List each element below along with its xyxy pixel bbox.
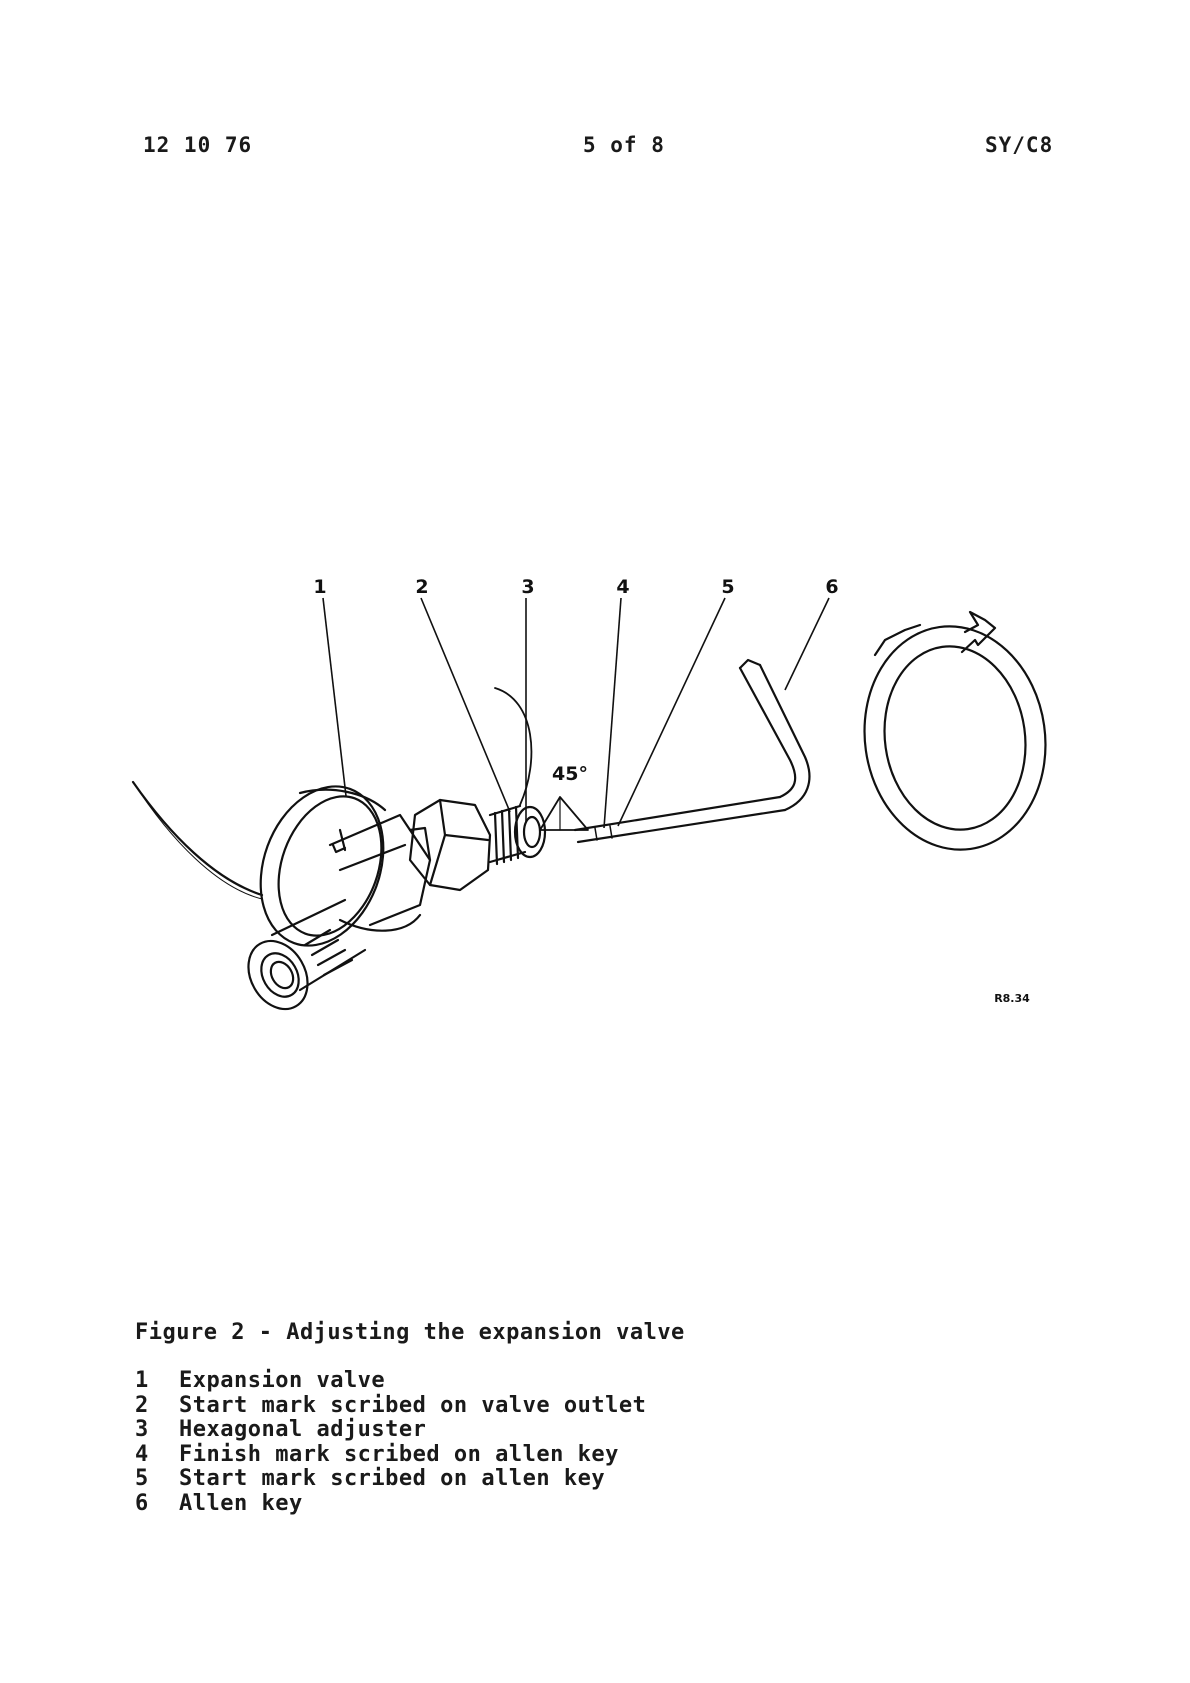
callout-3: 3: [521, 576, 535, 598]
legend-item: [135, 1467, 646, 1492]
drawing-code: R8.34: [994, 992, 1030, 1005]
valve-outlet-thread: [490, 806, 545, 864]
angle-indicator: [540, 797, 588, 830]
callout-6: 6: [825, 576, 839, 598]
legend-text: Finish mark scribed on allen key: [179, 1441, 619, 1467]
legend-text: Start mark scribed on allen key: [179, 1466, 606, 1491]
callout-4: 4: [616, 576, 630, 598]
document-date: 12 10 76: [143, 133, 253, 157]
capillary-tube: [133, 782, 262, 895]
callout-leaders: [323, 598, 829, 828]
rotation-direction-ring: [850, 612, 1059, 861]
document-reference: SY/C8: [985, 133, 1054, 157]
legend-number: 3: [135, 1417, 149, 1442]
figure-caption: Figure 2 - Adjusting the expansion valve: [135, 1320, 685, 1345]
legend-text: Hexagonal adjuster: [179, 1417, 427, 1442]
expansion-valve-body: [237, 769, 430, 1020]
callout-5: 5: [721, 576, 735, 598]
callout-2: 2: [415, 576, 429, 598]
legend-number: 6: [135, 1490, 149, 1516]
legend-number: 5: [135, 1466, 149, 1491]
legend-text: Start mark scribed on valve outlet: [179, 1392, 647, 1418]
figure-legend: [135, 1369, 646, 1516]
legend-item: [135, 1443, 646, 1468]
legend-item: [135, 1394, 646, 1419]
angle-label: 45°: [552, 763, 588, 785]
page-number: 5 of 8: [583, 133, 665, 157]
legend-text: Allen key: [179, 1490, 303, 1516]
legend-item: [135, 1492, 646, 1517]
legend-number: 1: [135, 1368, 149, 1393]
legend-number: 2: [135, 1392, 149, 1418]
legend-item: [135, 1369, 646, 1394]
hexagonal-nut: [410, 800, 490, 890]
legend-number: 4: [135, 1441, 149, 1467]
legend-text: Expansion valve: [179, 1368, 386, 1393]
legend-item: [135, 1418, 646, 1443]
callout-1: 1: [313, 576, 327, 598]
